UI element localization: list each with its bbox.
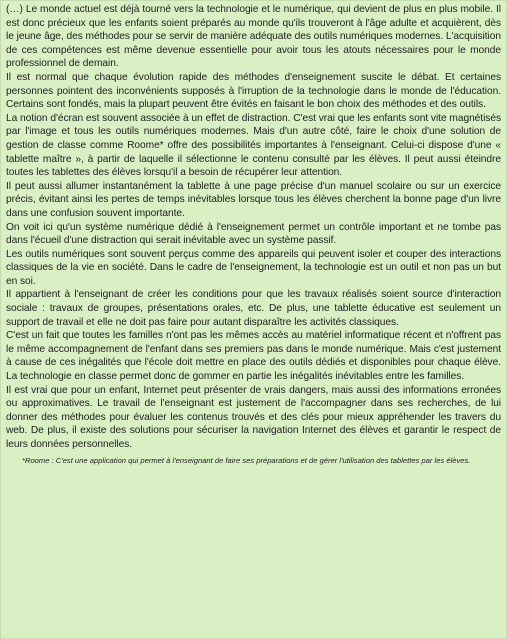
paragraph-8: C'est un fait que toutes les familles n'ont pas les mêmes accès au matériel informatique récent et n'offrent pas le même accompagnement de l'enfant dans ses premiers pas dans le monde numérique. Mais c'est justement à cause de ces inégalités que l'école doit mettre en place des outils dédiés et disponibles pour chaque élève. La technologie en classe permet donc de gommer en partie les inégalités inévitables entre les familles. (6, 330, 501, 383)
paragraph-3: La notion d'écran est souvent associée à un effet de distraction. C'est vrai que les enfants sont vite magnétisés par l'image et tous les outils numériques modernes. Mais d'un autre côté, faire le choix d'une solution de gestion de classe comme Roome* offre des possibilités importantes à l'enseignant. Celui-ci dispose d'une « tablette maître », à partir de laquelle il sélectionne le contenu consulté par les élèves. Il peut aussi éteindre toutes les tablettes des élèves lorsqu'il a besoin de récupérer leur attention. (6, 112, 501, 179)
paragraph-4: Il peut aussi allumer instantanément la tablette à une page précise d'un manuel scolaire ou sur un exercice précis, évitant ainsi les pertes de temps inévitables lorsque tous les élèves cherchent la bonne page d'un livre dans une confusion souvent importante. (6, 180, 501, 219)
paragraph-2: Il est normal que chaque évolution rapide des méthodes d'enseignement suscite le débat. Et certaines personnes pointent des inconvénients supposés à l'irruption de la technologie dans le monde de l'éducation. Certains sont fondés, mais la plupart peuvent être évités en faisant le bon choix des méthodes et des outils. (6, 71, 501, 111)
paragraph-9: Il est vrai que pour un enfant, Internet peut présenter de vrais dangers, mais aussi des informations erronées ou approximatives. Le travail de l'enseignant est justement de l'accompagner dans ses recherches, de lui donner des méthodes pour évaluer les contenus trouvés et des clés pour mieux appréhender les travers du web. De plus, il existe des solutions pour sécuriser la navigation Internet des élèves et garantir le respect de leurs données personnelles. (6, 384, 501, 450)
footnote: *Roome : C'est une application qui permet à l'enseignant de faire ses préparations et de gérer l'utilisation des tablettes par les élèves. (22, 455, 471, 465)
paragraph-1: (…) Le monde actuel est déjà tourné vers la technologie et le numérique, qui devient de plus en plus mobile. Il est donc précieux que les enfants soient préparés au monde qu'ils trouveront à l'âge adulte et acquièrent, dès le jeune âge, des méthodes pour se servir de manière adéquate des outils numériques modernes. L'acquisition de ces compétences est même devenue essentielle pour avoir tous les atouts nécessaires pour le monde professionnel de demain. (6, 4, 501, 70)
paragraph-7: Il appartient à l'enseignant de créer les conditions pour que les travaux réalisés soient source d'interaction sociale : travaux de groupes, présentations orales, etc. De plus, une tablette éducative est seulement un support de travail et elle ne doit pas faire pour autant disparaître les activités classiques. (6, 289, 501, 328)
paragraph-5: On voit ici qu'un système numérique dédié à l'enseignement permet un contrôle important et ne tombe pas dans l'écueil d'une distraction qui serait inévitable avec un système passif. (6, 221, 501, 247)
paragraph-6: Les outils numériques sont souvent perçus comme des appareils qui peuvent isoler et couper des interactions classiques de la vie en société. Dans le cadre de l'enseignement, la technologie est un outil et non pas un but en soi. (6, 248, 501, 287)
